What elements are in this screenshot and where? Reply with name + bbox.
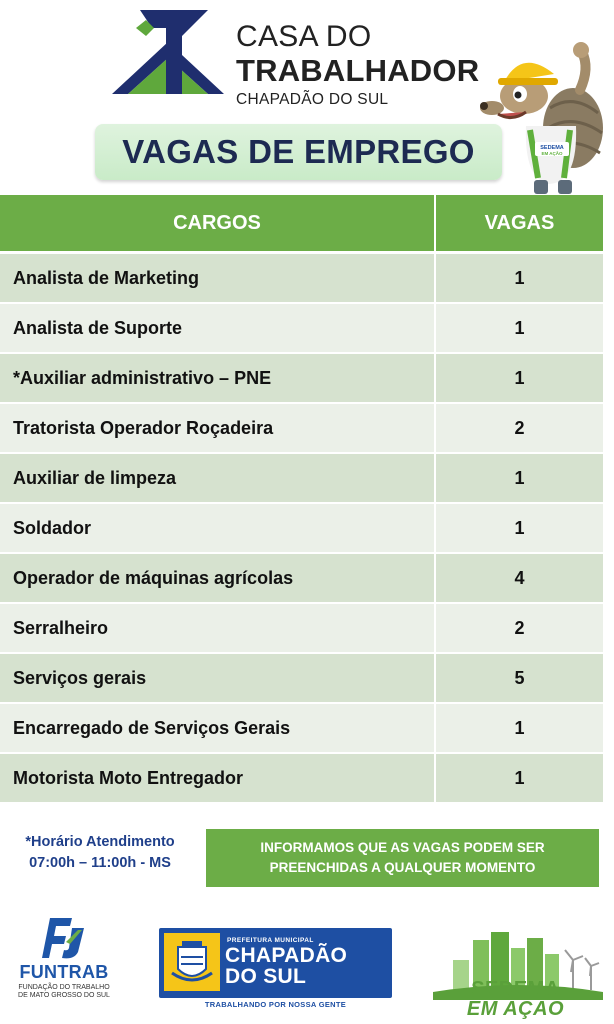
position-cell: Tratorista Operador Roçadeira xyxy=(0,404,436,452)
funtrab-sub-line-1: FUNDAÇÃO DO TRABALHO xyxy=(18,984,110,991)
position-cell: Encarregado de Serviços Gerais xyxy=(0,704,436,752)
service-hours xyxy=(12,832,188,874)
notice-line-1: INFORMAMOS QUE AS VAGAS PODEM SER xyxy=(260,840,545,855)
notice-line-2: PREENCHIDAS A QUALQUER MOMENTO xyxy=(269,860,536,875)
position-cell: Serviços gerais xyxy=(0,654,436,702)
openings-cell: 1 xyxy=(514,517,525,538)
title-banner xyxy=(95,124,502,180)
prefeitura-name-line-1: CHAPADÃO xyxy=(225,944,348,967)
city-coat-of-arms-icon xyxy=(164,933,220,991)
table-row xyxy=(0,654,603,704)
funtrab-subtitle xyxy=(12,984,116,1000)
openings-cell: 1 xyxy=(514,267,525,288)
notice-banner xyxy=(206,829,599,887)
openings-cell: 2 xyxy=(514,617,525,638)
openings-cell: 1 xyxy=(514,317,525,338)
table-header-row xyxy=(0,195,603,254)
funtrab-emblem-icon xyxy=(12,912,116,960)
table-row xyxy=(0,704,603,754)
position-cell: Analista de Suporte xyxy=(0,304,436,352)
position-cell: Operador de máquinas agrícolas xyxy=(0,554,436,602)
table-row xyxy=(0,354,603,404)
position-cell: Serralheiro xyxy=(0,604,436,652)
table-row xyxy=(0,554,603,604)
prefeitura-name-line-2: DO SUL xyxy=(225,965,307,988)
sedema-subtitle: EM AÇÃO xyxy=(466,998,565,1020)
brand-city: CHAPADÃO DO SUL xyxy=(236,91,389,108)
casa-do-trabalhador-logo-icon xyxy=(108,2,228,100)
openings-cell: 1 xyxy=(514,367,525,388)
position-cell: *Auxiliar administrativo – PNE xyxy=(0,354,436,402)
table-row xyxy=(0,304,603,354)
brand-text xyxy=(236,22,479,109)
position-cell: Motorista Moto Entregador xyxy=(0,754,436,802)
prefeitura-tagline: TRABALHANDO POR NOSSA GENTE xyxy=(204,1000,347,1009)
sedema-name: SEDEMA xyxy=(471,978,560,1000)
table-row xyxy=(0,754,603,804)
funtrab-logo xyxy=(12,912,116,1012)
openings-cell: 1 xyxy=(514,717,525,738)
openings-cell: 5 xyxy=(514,667,525,688)
jobs-table xyxy=(0,195,603,804)
table-row xyxy=(0,454,603,504)
brand-line-2: TRABALHADOR xyxy=(236,53,480,88)
service-hours-label: *Horário Atendimento xyxy=(25,834,175,850)
openings-cell: 4 xyxy=(514,567,525,588)
header xyxy=(0,0,614,195)
position-cell: Auxiliar de limpeza xyxy=(0,454,436,502)
prefeitura-name xyxy=(225,945,347,987)
page-title: VAGAS DE EMPREGO xyxy=(122,133,475,170)
funtrab-sub-line-2: DE MATO GROSSO DO SUL xyxy=(18,992,110,999)
position-cell: Soldador xyxy=(0,504,436,552)
position-cell: Analista de Marketing xyxy=(0,254,436,302)
prefeitura-label: PREFEITURA MUNICIPAL xyxy=(227,937,314,944)
funtrab-name: FUNTRAB xyxy=(19,962,109,982)
mascot-badge-line1: SEDEMA xyxy=(540,145,564,151)
column-header-openings: VAGAS xyxy=(484,211,555,234)
openings-cell: 1 xyxy=(514,467,525,488)
table-row xyxy=(0,404,603,454)
table-row xyxy=(0,504,603,554)
column-header-position: CARGOS xyxy=(0,195,436,251)
mascot-badge-line2: EM AÇÃO xyxy=(541,151,563,156)
openings-cell: 2 xyxy=(514,417,525,438)
table-row xyxy=(0,254,603,304)
brand-line-1: CASA DO xyxy=(236,20,372,53)
openings-cell: 1 xyxy=(514,767,525,788)
prefeitura-logo xyxy=(159,928,392,998)
table-row xyxy=(0,604,603,654)
service-hours-time: 07:00h – 11:00h - MS xyxy=(29,855,171,871)
